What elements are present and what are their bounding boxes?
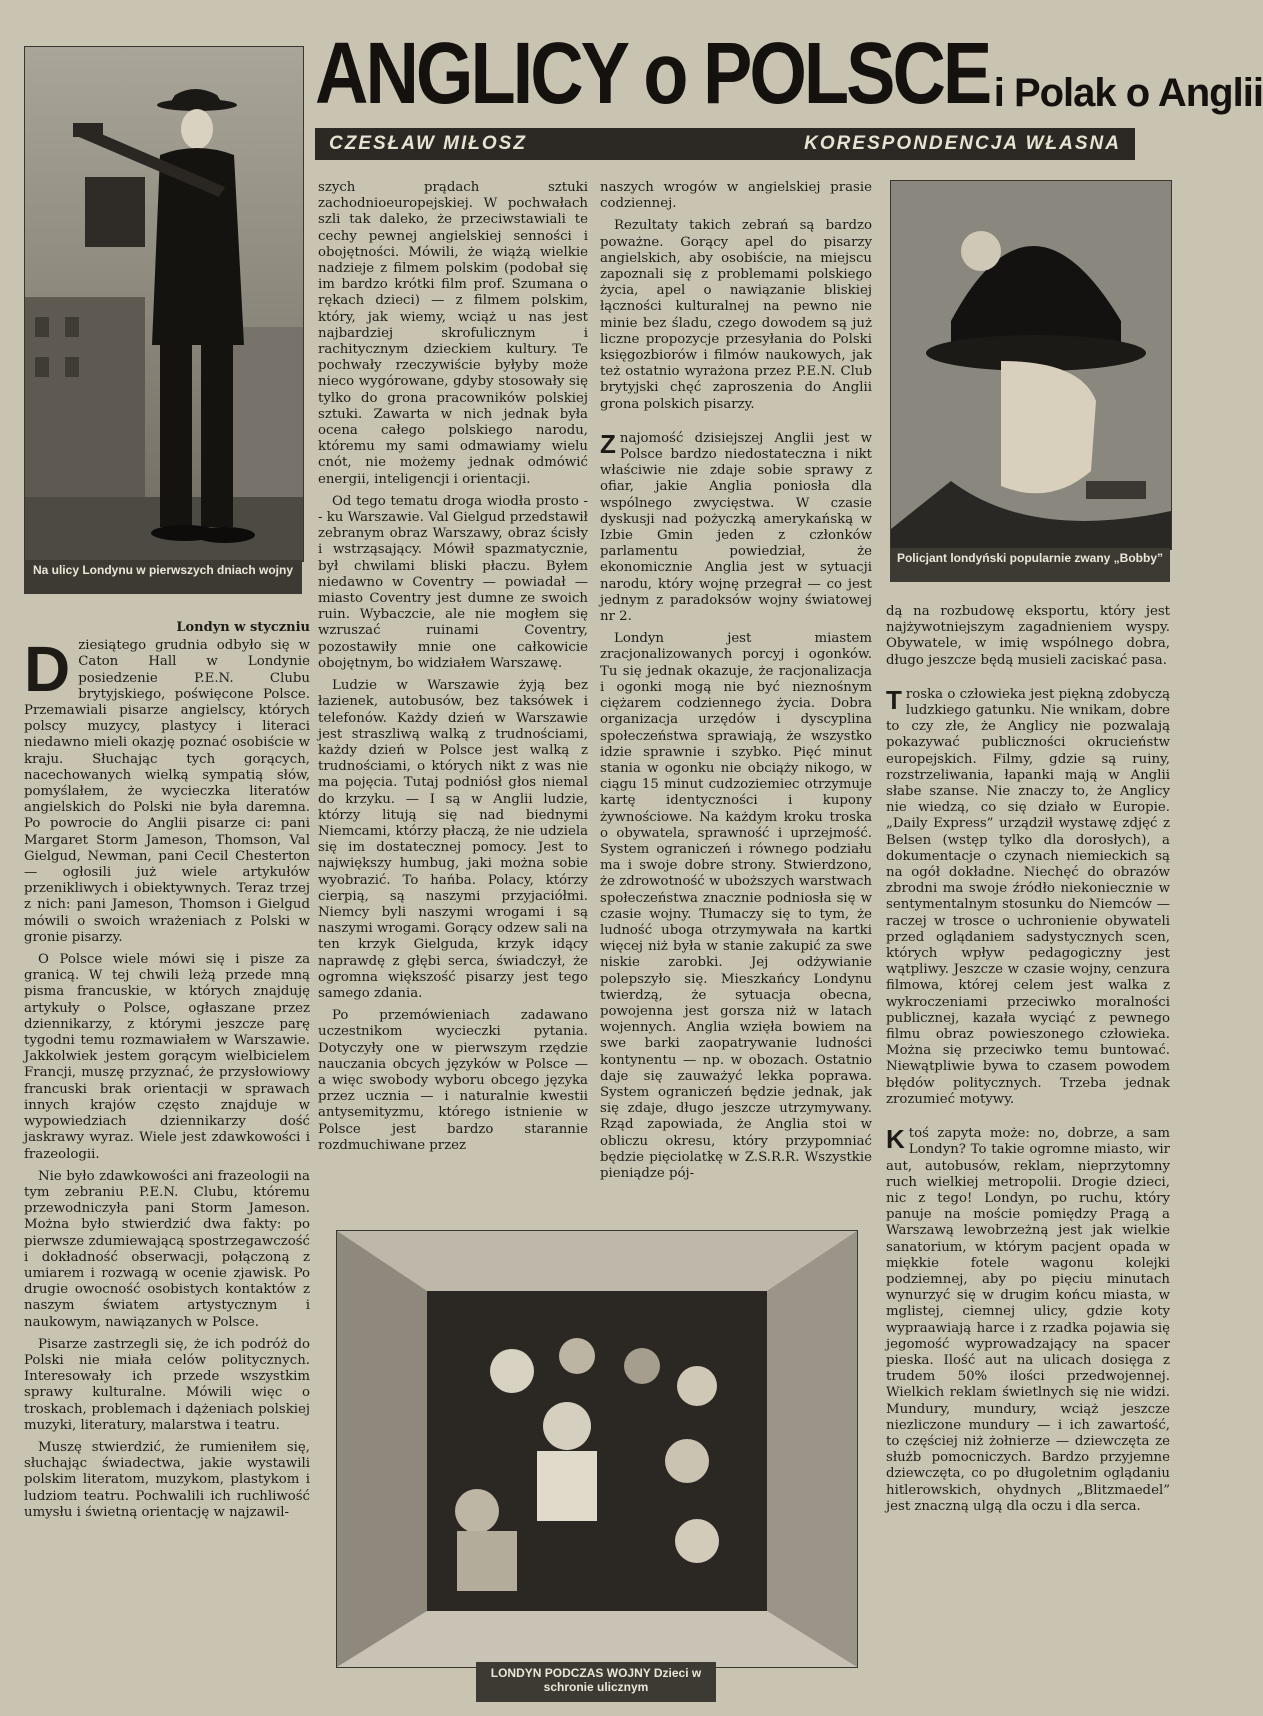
col4-paragraph-3: Ktoś zapyta może: no, dobrze, a sam Londyn? To takie ogromne miasto, wir aut, autobusów, reklam, nieprzytomny ruch wielkiej metropolii. Drogie dzieci, nic z tego! Londyn, po ruchu, który panuje na moście pomiędzy Pragą a Warszawą lewobrzeżną jest jak wielkie sanatorium, w którym pacjent opada w miękkie fotele wagonu kolejki podziemnej, aby po pięciu minutach wynurzyć się w drugim końcu miasta, w mglistej, ciemnej ulicy, gdzie koty wypraawiają harce i z rzadka pojawia się jegomość wyprowadzający na spacer pieska. Ilość aut na ulicach dosięga z trudem 50% ilości przedwojennej. Wielkich reklam świetlnych się nie widzi. Mundury, mundury, wciąż jeszcze niezliczone mundury — i ich zawartość, to częściej niż żołnierze — dziewczęta ze służb pomocniczych. Bardzo przyjemne dziewczęta, co po długoletnim oglądaniu hitlerowskich, ohydnych „Blitzmaedel” jest znaczną ulgą dla oczu i dla serca. (886, 1124, 1170, 1514)
photo-soldier (24, 46, 304, 562)
byline-band (315, 128, 1135, 160)
section-label: KORESPONDENCJA WŁASNA (804, 133, 1121, 154)
caption-soldier: Na ulicy Londynu w pierwszych dniach wojny (24, 560, 302, 594)
column-4 (886, 604, 1170, 1708)
col1-paragraph-3: Nie było zdawkowości ani frazeologii na tym zebraniu P.E.N. Clubu, któremu przewodniczyła pani Storm Jameson. Można było stwierdzić dwa fakty: po pierwsze zdumiewającą spostrzegawczość i dokładność obserwacji, połączoną z umiarem i rozwagą w ocenie zjawisk. Po drugie owocność osobistych kontaktów z naszym światem artystycznym i naukowym, nawiązanych w Polsce. (24, 1168, 310, 1330)
caption-bobby: Policjant londyński popularnie zwany „Bobby” (890, 548, 1170, 582)
dateline: Londyn w styczniu (176, 620, 310, 635)
col4-paragraph-2: Troska o człowieka jest piękną zdobyczą ludzkiego gatunku. Nie wnikam, dobre to czy złe, że Anglicy nie pozwalają pokazywać publiczności okrucieństw europejskich. Filmy, gdzie są ruiny, rozstrzeliwania, łapanki mają w Anglii słabe szanse. Nie znaczy to, że Anglicy nie wiedzą, co się działo w Europie. „Daily Express” urządził wystawę zdjęć z Belsen (wstęp tylko dla dorosłych), a dokumentacje o czynach niemieckich są na ogół dokładne. Niechęć do obrazów zbrodni ma swoje źródło niekoniecznie w sentymentalnym stosunku do Niemców — raczej w trosce o uchronienie obywateli przed oglądaniem sadystycznych scen, których wpływ pedagogiczny jest wątpliwy. Jeszcze w czasie wojny, cenzura filmowa, której celem jest walka z wykroczeniami przeciwko moralności publicznej, kazała wyciąć z pewnego filmu obraz powieszonego człowieka. Można się przeciwko temu buntować. Niewątpliwie bywa to czasem powodem błędów politycznych. Trzeba jednak zrozumieć motywy. (886, 684, 1170, 1107)
column-1 (24, 618, 310, 1708)
col1-paragraph-1: Dziesiątego grudnia odbyło się w Caton Hall w Londynie posiedzenie P.E.N. Clubu brytyjskiego, poświęcone Polsce. Przemawiali pisarze angielscy, których polscy muzycy, plastycy i literaci niedawno mieli okazję poznać osobiście w kraju. Słuchając tych gorących, nacechowanych wielką sympatią słów, pomyślałem, że wycieczka literatów angielskich do Polski nie była daremna. Po powrocie do Anglii pisarze ci: pani Margaret Storm Jameson, Thomson, Val Gielgud, Newman, pani Cecil Chesterton — ogłosili już wiele artykułów przenikliwych i obiektywnych. Teraz trzej z nich: pani Jameson, Thomson i Gielgud mówili o swoich wrażeniach z Polski w gronie pisarzy. (24, 633, 310, 945)
photo-shelter (336, 1230, 858, 1668)
col2-paragraph-3: Ludzie w Warszawie żyją bez łazienek, autobusów, bez taksówek i telefonów. Każdy dzień w Warszawie jest straszliwą walką z trudnościami, każdy dzień w Polsce jest walką z trudnościami, o których nikt z was nie ma pojęcia. Tutaj podniósł głos niemal do krzyku. — I są w Anglii ludzie, którzy litują się nad biednymi Niemcami, którzy płaczą, że nie udziela się im dostatecznej pomocy. Jest to największy humbug, jaki można sobie wyobrazić. To hańba. Polacy, którzy cierpią, są naszymi przyjaciółmi. Niemcy byli naszymi wrogami i są naszymi wrogami. Gorący odzew sali na ten krzyk Gielguda, krzyk idący naprawdę z głębi serca, świadczył, że ogromna większość pisarzy jest tego samego zdania. (318, 678, 588, 1001)
headline (315, 23, 1263, 128)
headline-sub: i Polak o Anglii (993, 71, 1263, 115)
column-2 (318, 180, 588, 1232)
col1-paragraph-5: Muszę stwierdzić, że rumieniłem się, słuchając świadectwa, jakie wystawili polskim literatom, muzykom, plastykom i ludziom teatru. Pochwalili ich ruchliwość umysłu i świetną orientację w najzawil- (24, 1439, 310, 1520)
bobby-illustration (891, 181, 1171, 549)
col2-paragraph-4: Po przemówieniach zadawano uczestnikom wycieczki pytania. Dotyczyły one w pierwszym rzędzie nauczania obcych języków w Polsce — a więc swobody wyboru obcego języka przez ucznia — i naturalnie kwestii antysemityzmu, którego istnienie w Polsce jest bardzo starannie rozdmuchiwane przez (318, 1008, 588, 1153)
col2-paragraph-1: szych prądach sztuki zachodnioeuropejskiej. W pochwałach szli tak daleko, że przeciwstawiali te cechy pewnej angielskiej senności i obojętności. Mówili, że wiążą wielkie nadzieje z filmem polskim (podobał się im bardzo krótki film prof. Szumana o rękach dzieci) — z filmem polskim, który, jak wiemy, wciąż u nas jest najbardziej skrofulicznym i rachitycznym dzieckiem kultury. Te pochwały rzeczywiście byłyby może nieco wygórowane, gdyby stosowały się tylko do grona pracowników polskiej sztuki. Zawarta w nich jednak była ocena całego polskiego narodu, któremu my sami odmawiamy wielu cnót, nie możemy jednak odmówić energii, inteligencji i orientacji. (318, 180, 588, 487)
author: CZESŁAW MIŁOSZ (329, 133, 527, 154)
drop-cap-k: K (886, 1124, 905, 1155)
column-3 (600, 180, 872, 1232)
col3-paragraph-2: Rezultaty takich zebrań są bardzo poważne. Gorący apel do pisarzy angielskich, aby osobiście, na miejscu zapoznali się z problemami polskiego życia, apel o nawiązanie bliskiej łączności kulturalnej na pewno nie minie bez śladu, czego dowodem są już liczne propozycje przesyłania do Polski księgozbiorów i filmów naukowych, jak też ostatnio wyrażona przez P.E.N. Club brytyjski chęć zaproszenia do Anglii grona polskich pisarzy. (600, 218, 872, 412)
drop-cap-z: Z (600, 428, 616, 459)
col3-paragraph-3: Znajomość dzisiejszej Anglii jest w Polsce bardzo niedostateczna i nikt właściwie nie zdaje sobie sprawy z ofiar, jakie Anglia poniosła dla wspólnego zwycięstwa. W czasie dyskusji nad pożyczką amerykańską w Izbie Gmin jeden z członków parlamentu powiedział, że ekonomicznie Anglia jest w sytuacji narodu, który wojnę przegrał — co jest jednym z paradoksów wojny światowej nr 2. (600, 428, 872, 625)
col1-paragraph-4: Pisarze zastrzegli się, że ich podróż do Polski nie miała celów politycznych. Interesowały ich przede wszystkim sprawy kulturalne. Mówili więc o troskach, problemach i dążeniach polskiej muzyki, literatury, malarstwa i teatru. (24, 1336, 310, 1433)
drop-cap-t: T (886, 684, 902, 715)
col3-paragraph-1: naszych wrogów w angielskiej prasie codziennej. (600, 180, 872, 212)
soldier-illustration (25, 47, 303, 561)
headline-main: ANGLICY o POLSCE (315, 23, 990, 122)
col1-paragraph-2: O Polsce wiele mówi się i pisze za granicą. W tej chwili leżą przede mną pisma francuskie, w których znajduję artykuły o Polsce, ogłaszane przez dziennikarzy, z którymi jeszcze parę tygodni temu rozmawiałem w Warszawie. Jakkolwiek jestem gorącym wielbicielem Francji, muszę przyznać, że przysłowiowy francuski brak orientacji w sprawach innych krajów często znajduje w wypowiedziach dziennikarzy dość jaskrawy wyraz. Wiele jest zdawkowości i frazeologii. (24, 952, 310, 1162)
col3-paragraph-4: Londyn jest miastem zracjonalizowanych porcyj i ogonków. Tu się jednak okazuje, że racjonalizacja i ogonki mogą nie być nieznośnym ciężarem codziennego życia. Dobra organizacja urzędów i dyscyplina społeczeństwa sprawiają, że wszystko idzie sprawnie i szybko. Pięć minut stania w ogonku nie obciąży nikogo, w ciągu 15 minut cudzoziemiec otrzymuje kartę identyczności i kupony żywnościowe. Na każdym kroku troska o obywatela, sprawność i uprzejmość. System ograniczeń i równego podziału ma i swoje dobre strony. Stwierdzono, że zdrowotność w uboższych warstwach społeczeństwa znacznie podniosła się w czasie wojny. Tłumaczy się to tym, że ludność uboga otrzymywała na kartki więcej niż była w stanie zakupić za swe niskie zarobki. Jej odżywianie polepszyło się. Mieszkańcy Londynu twierdzą, że sytuacja obecna, powojenna jest gorsza niż w latach wojennych. Anglia wzięła bowiem na swe barki zaopatrywanie ludności kontynentu — np. w obozach. Ostatnio daje się zauważyć lekka poprawa. System ograniczeń będzie jednak, jak się zdaje, długo jeszcze utrzymywany. Rząd zapowiada, że Anglia stoi w obliczu okresu, który przypomniać będzie pięciolatkę w Z.S.R.R. Wszystkie pieniądze pój- (600, 631, 872, 1181)
drop-cap-d: D (24, 633, 71, 706)
photo-bobby (890, 180, 1172, 550)
col4-paragraph-1: dą na rozbudowę eksportu, który jest najżywotniejszym zagadnieniem wyspy. Obywatele, w imię wspólnego dobra, długo jeszcze będą musieli zaciskać pasa. (886, 604, 1170, 668)
caption-shelter: LONDYN PODCZAS WOJNY Dzieci w schronie ulicznym (476, 1662, 716, 1702)
shelter-illustration (337, 1231, 857, 1667)
col2-paragraph-2: Od tego tematu droga wiodła prosto -- ku Warszawie. Val Gielgud przedstawił zebranym obraz Warszawy, obraz ścisły i wstrząsający. Mówił spazmatycznie, był chwilami bliski płaczu. Byłem niedawno w Coventry — powiadał — miasto Coventry jest dumne ze swoich ruin. Wybaczcie, ale nie mogłem się wzruszać ruinami Coventry, pozostawiły mnie one całkowicie obojętnym, bo widziałem Warszawę. (318, 493, 588, 671)
